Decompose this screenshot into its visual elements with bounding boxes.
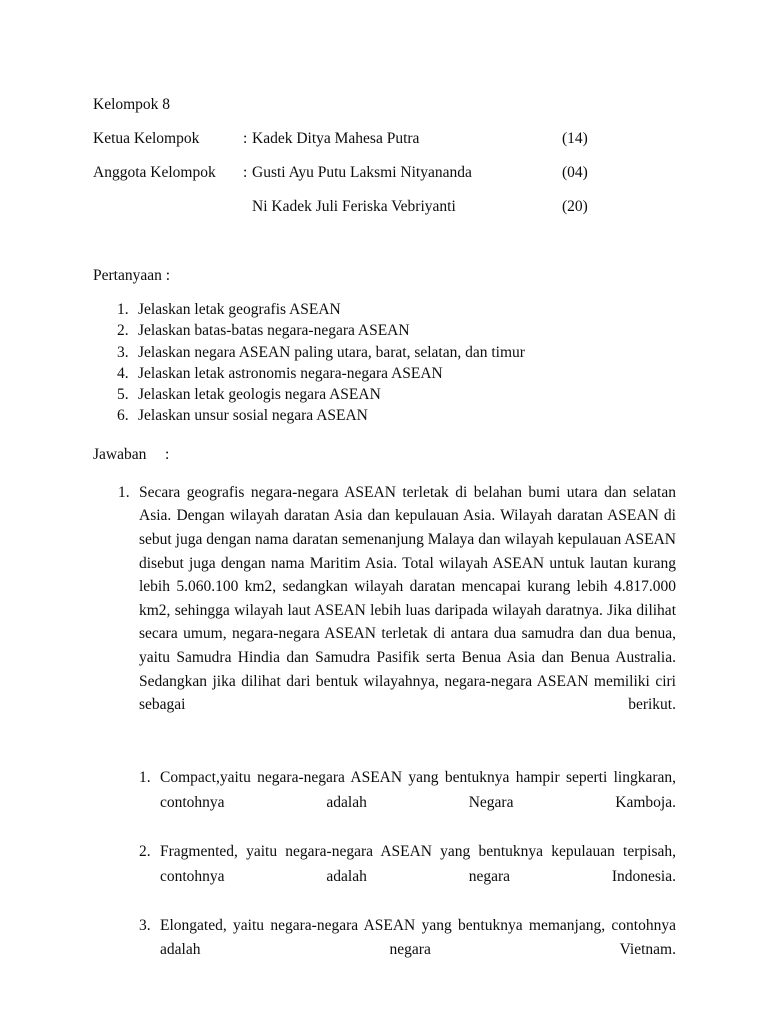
answers-heading-colon: : — [165, 445, 170, 463]
questions-list — [93, 299, 676, 427]
answers-heading-label: Jawaban — [93, 445, 147, 463]
answer-text: Secara geografis negara-negara ASEAN terletak di belahan bumi utara dan selatan Asia. Dengan wilayah daratan Asia dan kepulauan Asia. Wilayah daratan ASEAN di sebut juga dengan nama daratan semenanjung Malaya dan wilayah kepulauan ASEAN disebut juga dengan nama Maritim Asia. Total wilayah ASEAN untuk lautan kurang lebih 5.060.100 km2, sedangkan wilayah daratan mencapai kurang lebih 4.817.000 km2, sehingga wilayah laut ASEAN lebih luas daripada wilayah daratnya. Jika dilihat secara umum, negara-negara ASEAN terletak di antara dua samudra dan dua benua, yaitu Samudra Hindia dan Samudra Pasifik serta Benua Asia dan Benua Australia. Sedangkan jika dilihat dari bentuk wilayahnya, negara-negara ASEAN memiliki ciri sebagai berikut. — [139, 483, 676, 714]
member-name: Kadek Ditya Mahesa Putra — [252, 130, 420, 147]
question-text: Jelaskan negara ASEAN paling utara, barat, selatan, dan timur — [138, 343, 525, 361]
question-marker: 2. — [117, 322, 129, 340]
shape-type-text: Compact,yaitu negara-negara ASEAN yang bentuknya hampir seperti lingkaran, contohnya adalah Negara Kamboja. — [160, 769, 676, 811]
question-item — [93, 384, 676, 405]
question-text: Jelaskan letak geologis negara ASEAN — [138, 386, 381, 404]
question-text: Jelaskan letak astronomis negara-negara ASEAN — [138, 364, 443, 382]
shape-type-marker: 1. — [139, 769, 151, 787]
shape-type-text: Fragmented, yaitu negara-negara ASEAN yang bentuknya kepulauan terpisah, contohnya adalah negara Indonesia. — [160, 843, 676, 885]
question-item — [93, 342, 676, 363]
group-title-row — [93, 88, 676, 122]
member-role-label: Ketua Kelompok — [93, 130, 200, 147]
answers-heading — [93, 444, 676, 466]
question-text: Jelaskan unsur sosial negara ASEAN — [138, 407, 368, 425]
question-text: Jelaskan batas-batas negara-negara ASEAN — [138, 322, 410, 340]
question-item — [93, 320, 676, 341]
member-name: Ni Kadek Juli Feriska Vebriyanti — [252, 198, 456, 215]
member-row — [93, 190, 676, 224]
member-number: (14) — [562, 130, 588, 147]
document-header — [93, 88, 676, 224]
shape-types-list — [93, 766, 676, 987]
question-marker: 4. — [117, 364, 129, 382]
answer-item — [93, 481, 676, 741]
question-item — [93, 299, 676, 320]
member-name: Gusti Ayu Putu Laksmi Nityananda — [252, 164, 472, 181]
shape-type-item — [93, 840, 676, 914]
member-number: (20) — [562, 198, 588, 215]
question-marker: 6. — [117, 407, 129, 425]
question-marker: 5. — [117, 386, 129, 404]
member-row — [93, 156, 676, 190]
question-item — [93, 405, 676, 426]
shape-type-marker: 3. — [139, 916, 151, 934]
question-text: Jelaskan letak geografis ASEAN — [138, 301, 341, 318]
shape-type-item — [93, 766, 676, 840]
question-marker: 1. — [117, 301, 129, 318]
member-colon: : — [243, 164, 248, 181]
member-row — [93, 122, 676, 156]
question-marker: 3. — [117, 343, 129, 361]
answers-list — [93, 481, 676, 741]
shape-type-marker: 2. — [139, 843, 151, 861]
question-item — [93, 363, 676, 384]
shape-type-item — [93, 914, 676, 988]
group-title: Kelompok 8 — [93, 96, 171, 113]
member-number: (04) — [562, 164, 588, 181]
shape-type-text: Elongated, yaitu negara-negara ASEAN yang bentuknya memanjang, contohnya adalah negara Vietnam. — [160, 916, 676, 959]
questions-heading: Pertanyaan : — [93, 267, 171, 284]
answer-marker: 1. — [118, 483, 130, 501]
member-colon: : — [243, 130, 248, 147]
member-role-label: Anggota Kelompok — [93, 164, 216, 181]
